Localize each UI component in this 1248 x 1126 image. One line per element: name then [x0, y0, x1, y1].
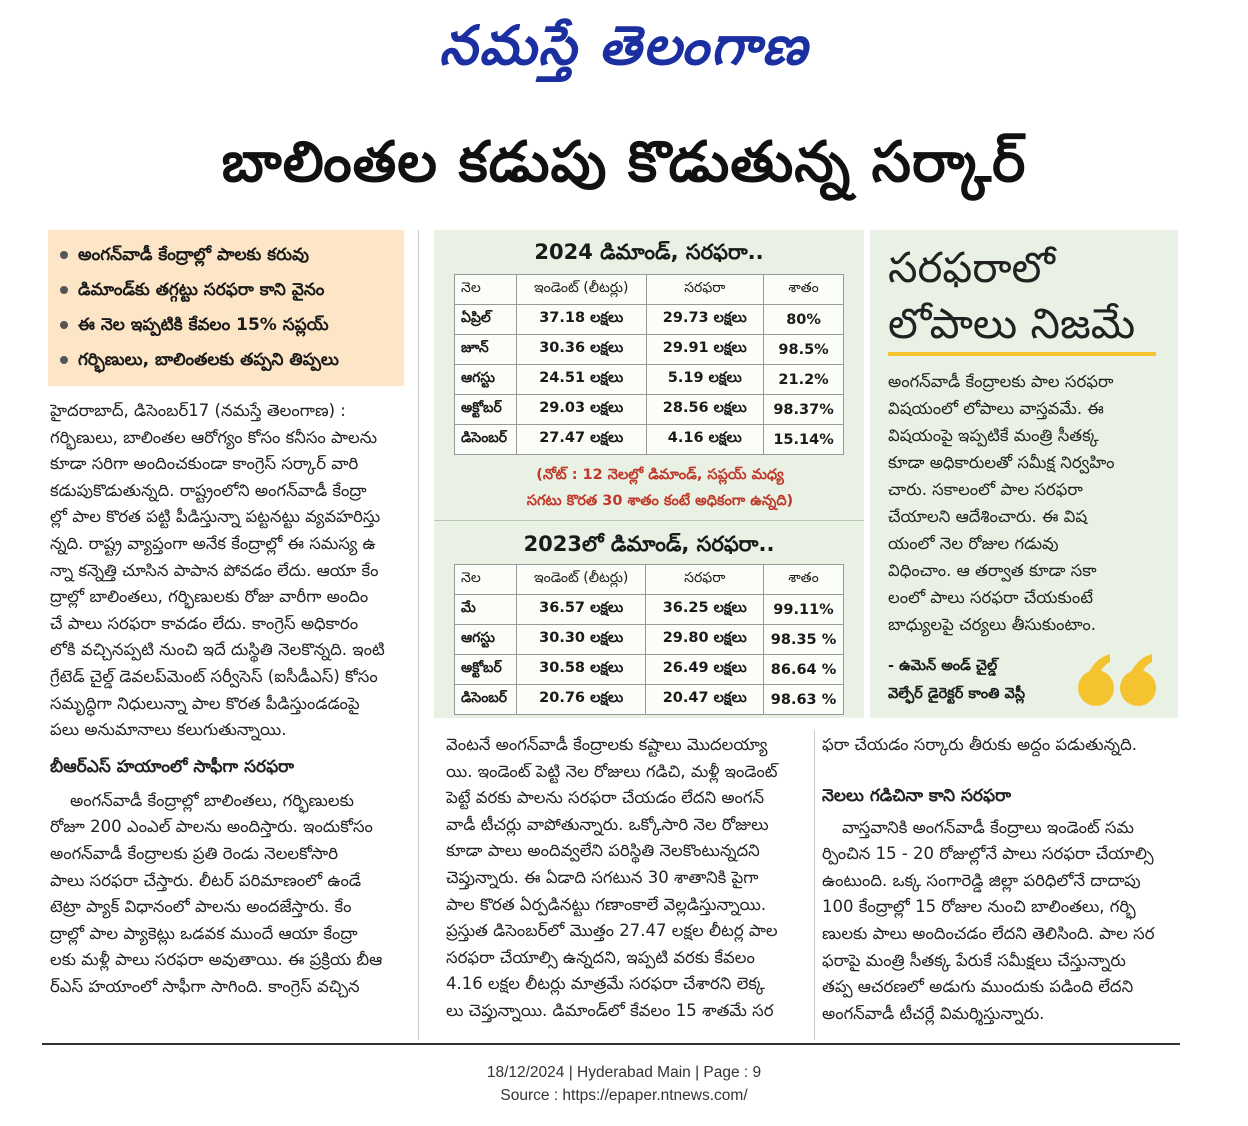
- quote-title: సరఫరాలో లోపాలు నిజమే: [888, 243, 1136, 348]
- highlights-box: [48, 230, 404, 386]
- footer-dateline: 18/12/2024 | Hyderabad Main | Page : 9: [486, 1064, 762, 1081]
- highlight-item: ఈ నెల ఇప్పటికి కేవలం 15% సప్లయ్: [60, 308, 392, 343]
- subhead-months: నెలలు గడిచినా కాని సరఫరా: [822, 785, 1012, 806]
- table-divider: [434, 520, 864, 521]
- column-1: [50, 398, 406, 1000]
- subhead-brs: బీఆర్‌ఎస్ హయాంలో సాఫీగా సరఫరా: [50, 756, 295, 777]
- table-2024-title: 2024 డిమాండ్, సరఫరా..: [534, 240, 764, 264]
- highlight-item: అంగన్‌వాడీ కేంద్రాల్లో పాలకు కరువు: [60, 238, 392, 273]
- table-2023: [454, 564, 844, 715]
- body-paragraph: అంగన్‌వాడీ కేంద్రాల్లో బాలింతలు, గర్భిణులకు రోజూ 200 ఎంఎల్ పాలను అందిస్తారు. ఇందుకోసం అంగన్‌వాడీ కేంద్రాలకు ప్రతి రెండు నెలలకోసారి పాలు సరఫరా చేస్తారు. లీటర్ పరిమాణంలో ఉండే టెట్రా ప్యాక్ విధానంలో పాలను అందజేస్తారు. కేం ద్రాల్లో పాల ప్యాకెట్లు ఒడవక ముందే ఆయా కేంద్రా లకు మళ్లీ పాలు సరఫరా అవుతాయి. ఈ ప్రక్రియ బీఆ ర్‌ఎస్ హయాంలో సాఫీగా సాగింది. కాంగ్రెస్ వచ్చిన: [50, 790, 383, 996]
- article-headline: బాలింతల కడుపు కొడుతున్న సర్కార్: [221, 130, 1027, 195]
- column-3: ఫరా చేయడం సర్కారు తీరుకు అద్దం పడుతున్నది. నెలలు గడిచినా కాని సరఫరా వాస్తవానికి అంగన్‌వాడీ కేంద్రాలు ఇండెంట్ సమ ర్పించిన 15 - 20 రోజుల్లోనే పాలు సరఫరా చేయాల్సి ఉంటుంది. ఒక్క సంగారెడ్డి జిల్లా పరిధిలోనే దాదాపు 100 కేంద్రాల్లో 15 రోజుల నుంచి బాలింతలు, గర్భి ణులకు పాలు అందించడం లేదని తెలిసింది. పాల సర ఫరాపై మంత్రి సీతక్క పేరుకే సమీక్షలు చేస్తున్నారు తప్ప ఆచరణలో అడుగు ముందుకు పడింది లేదని అంగన్‌వాడీ టీచర్లే విమర్శిస్తున్నారు.: [822, 732, 1182, 1027]
- bullet-icon: [60, 356, 68, 364]
- column-divider: [814, 730, 815, 1040]
- body-paragraph: వాస్తవానికి అంగన్‌వాడీ కేంద్రాలు ఇండెంట్ సమ ర్పించిన 15 - 20 రోజుల్లోనే పాలు సరఫరా చేయాల్సి ఉంటుంది. ఒక్క సంగారెడ్డి జిల్లా పరిధిలోనే దాదాపు 100 కేంద్రాల్లో 15 రోజుల నుంచి బాలింతలు, గర్భి ణులకు పాలు అందించడం లేదని తెలిసింది. పాల సర ఫరాపై మంత్రి సీతక్క పేరుకే సమీక్షలు చేస్తున్నారు తప్ప ఆచరణలో అడుగు ముందుకు పడింది లేదని అంగన్‌వాడీ టీచర్లే విమర్శిస్తున్నారు.: [822, 817, 1155, 1023]
- quote-signature: - ఉమెన్ అండ్ చైల్డ్ వెల్ఫేర్ డైరెక్టర్ కాంతి వెస్లీ: [888, 658, 1026, 702]
- highlight-item: గర్భిణులు, బాలింతలకు తప్పని తిప్పలు: [60, 343, 392, 378]
- bullet-icon: [60, 286, 68, 294]
- newspaper-masthead: నమస్తే తెలంగాణ: [439, 13, 809, 77]
- table-2023-title: 2023లో డిమాండ్, సరఫరా..: [523, 532, 775, 556]
- highlight-item: డిమాండ్‌కు తగ్గట్టు సరఫరా కాని వైనం: [60, 273, 392, 308]
- column-divider: [418, 230, 419, 1040]
- quote-marks-icon: [1074, 648, 1164, 718]
- bottom-rule: [42, 1043, 1180, 1045]
- table-row: అక్టోబర్ 29.03 లక్షలు 28.56 లక్షలు 98.37%: [455, 395, 844, 425]
- footer-source: Source : https://epaper.ntnews.com/: [500, 1087, 748, 1104]
- quote-rule: [888, 352, 1156, 356]
- table-note: (నోట్ : 12 నెలల్లో డిమాండ్, సప్లయ్ మధ్య సగటు కొరత 30 శాతం కంటే అధికంగా ఉన్నది): [526, 467, 794, 509]
- table-row: ఆగస్టు 24.51 లక్షలు 5.19 లక్షలు 21.2%: [455, 365, 844, 395]
- table-row: ఏప్రిల్ 37.18 లక్షలు 29.73 లక్షలు 80%: [455, 305, 844, 335]
- column-2: [446, 732, 806, 1025]
- table-row: ఆగస్టు 30.30 లక్షలు 29.80 లక్షలు 98.35 %: [455, 625, 844, 655]
- table-row: అక్టోబర్ 30.58 లక్షలు 26.49 లక్షలు 86.64 %: [455, 655, 844, 685]
- table-2024: [454, 274, 844, 455]
- table-row: జూన్ 30.36 లక్షలు 29.91 లక్షలు 98.5%: [455, 335, 844, 365]
- bullet-icon: [60, 321, 68, 329]
- intro-paragraph: హైదరాబాద్, డిసెంబర్17 (నమస్తే తెలంగాణ) : గర్భిణులు, బాలింతల ఆరోగ్యం కోసం కనీసం పాలను కూడా సరిగా అందించకుండా కాంగ్రెస్ సర్కార్ వారి కడుపుకొడుతున్నది. రాష్ట్రంలోని అంగన్‌వాడీ కేంద్రా ల్లో పాల కొరత పట్టి పీడిస్తున్నా పట్టనట్టు వ్యవహరిస్తు న్నది. రాష్ట్ర వ్యాప్తంగా అనేక కేంద్రాల్లో ఈ సమస్య ఉ న్నా కన్నెత్తి చూసిన పాపాన పోవడం లేదు. ఆయా కేం ద్రాల్లో బాలింతలు, గర్భిణులకు రోజు వారీగా అందిం చే పాలు సరఫరా కావడం లేదు. కాంగ్రెస్ అధికారం లోకి వచ్చినప్పటి నుంచి ఇదే దుస్థితి నెలకొన్నది. ఇంటి గ్రేటెడ్ చైల్డ్ డెవలప్‌మెంట్ సర్వీసెస్ (ఐసీడీఎస్) కోసం సమృద్ధిగా నిధులున్నా పాల కొరత పీడిస్తుండడంపై పలు అనుమానాలు కలుగుతున్నాయి.: [50, 401, 385, 740]
- quote-text: అంగన్‌వాడీ కేంద్రాలకు పాల సరఫరా విషయంలో లోపాలు వాస్తవమే. ఈ విషయంపై ఇప్పటికే మంత్రి సీతక్క కూడా అధికారులతో సమీక్ష నిర్వహిం చారు. సకాలంలో పాల సరఫరా చేయాలని ఆదేశించారు. ఈ విష యంలో నెల రోజుల గడువు విధించాం. ఆ తర్వాత కూడా సకా లంలో పాలు సరఫరా చేయకుంటే బాధ్యులపై చర్యలు తీసుకుంటాం.: [888, 372, 1115, 634]
- quote-marks-icon: [1074, 640, 1164, 710]
- table-header-row: నెల ఇండెంట్ (లీటర్లు) సరఫరా శాతం: [455, 565, 844, 595]
- bullet-icon: [60, 251, 68, 259]
- table-row: డిసెంబర్ 20.76 లక్షలు 20.47 లక్షలు 98.63 %: [455, 685, 844, 715]
- body-paragraph: వెంటనే అంగన్‌వాడీ కేంద్రాలకు కష్టాలు మొదలయ్యా యి. ఇండెంట్ పెట్టి నెల రోజులు గడిచి, మళ్లీ ఇండెంట్ పెట్టే వరకు పాలను సరఫరా చేయడం లేదని అంగన్ వాడీ టీచర్లు వాపోతున్నారు. ఒక్కోసారి నెల రోజులు కూడా పాలు అందివ్వలేని పరిస్థితి నెలకొంటున్నదని చెప్తున్నారు. ఈ ఏడాది సగటున 30 శాతానికి పైగా పాల కొరత ఏర్పడినట్టు గణాంకాలే వెల్లడిస్తున్నాయి. ప్రస్తుత డిసెంబర్‌లో మొత్తం 27.47 లక్షల లీటర్ల పాల సరఫరా చేయాల్సి ఉన్నదని, ఇప్పటి వరకు కేవలం 4.16 లక్షల లీటర్లు మాత్రమే సరఫరా చేశారని లెక్క లు చెప్తున్నాయి. డిమాండ్‌లో కేవలం 15 శాతమే సర: [446, 735, 778, 1020]
- table-row: మే 36.57 లక్షలు 36.25 లక్షలు 99.11%: [455, 595, 844, 625]
- table-row: డిసెంబర్ 27.47 లక్షలు 4.16 లక్షలు 15.14%: [455, 425, 844, 455]
- table-header-row: నెల ఇండెంట్ (లీటర్లు) సరఫరా శాతం: [455, 275, 844, 305]
